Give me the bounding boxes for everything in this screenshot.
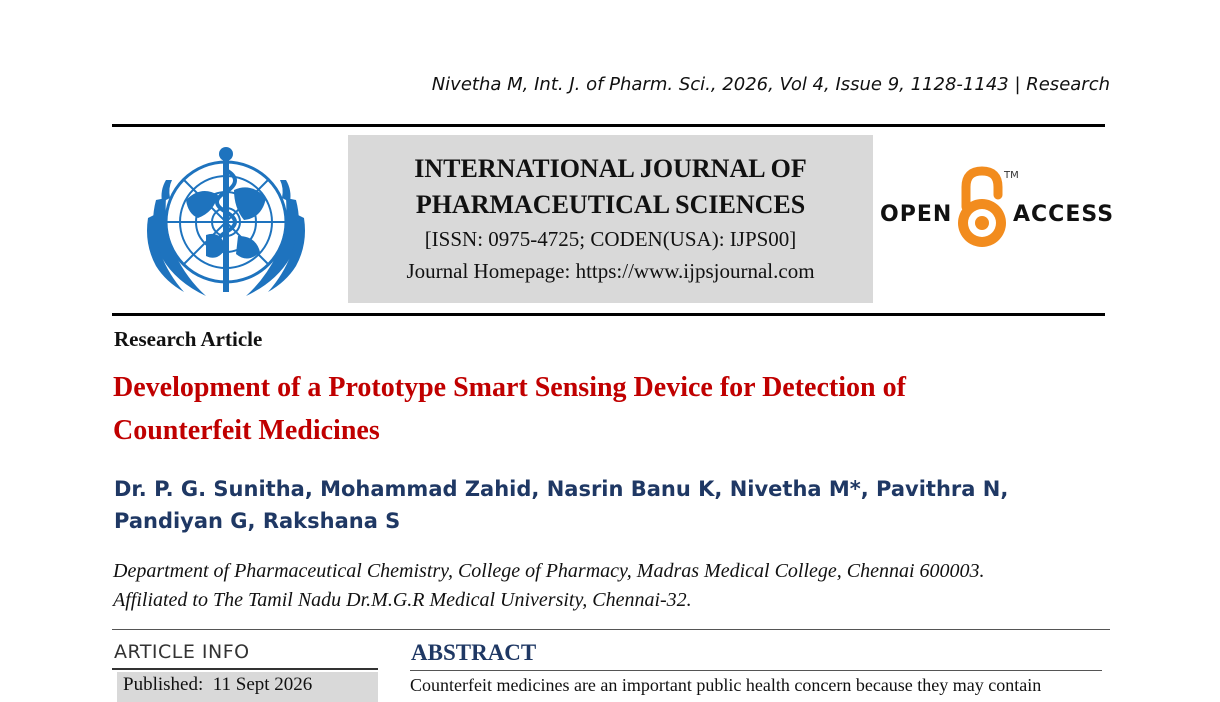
article-info-underline bbox=[112, 668, 378, 670]
article-type-label: Research Article bbox=[114, 327, 263, 351]
author-list bbox=[114, 473, 1114, 537]
affiliation-line2: Affiliated to The Tamil Nadu Dr.M.G.R Medical University, Chennai-32. bbox=[113, 589, 692, 611]
affiliation-line1: Department of Pharmaceutical Chemistry, College of Pharmacy, Madras Medical College, Chennai 600003. bbox=[113, 560, 985, 582]
open-access-open-text: OPEN bbox=[880, 202, 953, 227]
open-access-tm: TM bbox=[1004, 170, 1019, 181]
paper-title-line1: Development of a Prototype Smart Sensing Device for Detection of bbox=[113, 372, 906, 403]
article-info-heading: ARTICLE INFO bbox=[114, 641, 250, 663]
open-lock-icon bbox=[952, 165, 1012, 255]
journal-title-box bbox=[348, 135, 873, 303]
journal-name-line1: INTERNATIONAL JOURNAL OF bbox=[414, 154, 807, 183]
published-date-box bbox=[117, 672, 378, 702]
open-access-logo bbox=[880, 160, 1115, 260]
published-date: Published: 11 Sept 2026 bbox=[123, 674, 313, 695]
running-head: Nivetha M, Int. J. of Pharm. Sci., 2026, Vol 4, Issue 9, 1128-1143 | Research bbox=[431, 74, 1110, 95]
journal-name bbox=[348, 151, 873, 223]
journal-name-line2: PHARMACEUTICAL SCIENCES bbox=[415, 190, 806, 219]
header-rule-bottom bbox=[112, 313, 1105, 316]
abstract-text: Counterfeit medicines are an important public health concern because they may contain bbox=[410, 675, 1042, 695]
who-emblem-icon bbox=[126, 140, 326, 308]
header-rule-top bbox=[112, 124, 1105, 127]
author-list-line1: Dr. P. G. Sunitha, Mohammad Zahid, Nasrin Banu K, Nivetha M*, Pavithra N, bbox=[114, 477, 1009, 501]
section-divider bbox=[112, 629, 1110, 630]
abstract-heading: ABSTRACT bbox=[411, 640, 537, 665]
open-access-access-text: ACCESS bbox=[1013, 202, 1115, 227]
paper-title-line2: Counterfeit Medicines bbox=[113, 415, 380, 446]
author-list-line2: Pandiyan G, Rakshana S bbox=[114, 509, 401, 533]
paper-title bbox=[113, 366, 1113, 452]
journal-homepage: Journal Homepage: https://www.ijpsjournal.com bbox=[406, 259, 815, 283]
abstract-underline bbox=[410, 670, 1102, 671]
affiliation bbox=[113, 557, 1113, 615]
issn-line: [ISSN: 0975-4725; CODEN(USA): IJPS00] bbox=[424, 227, 797, 251]
